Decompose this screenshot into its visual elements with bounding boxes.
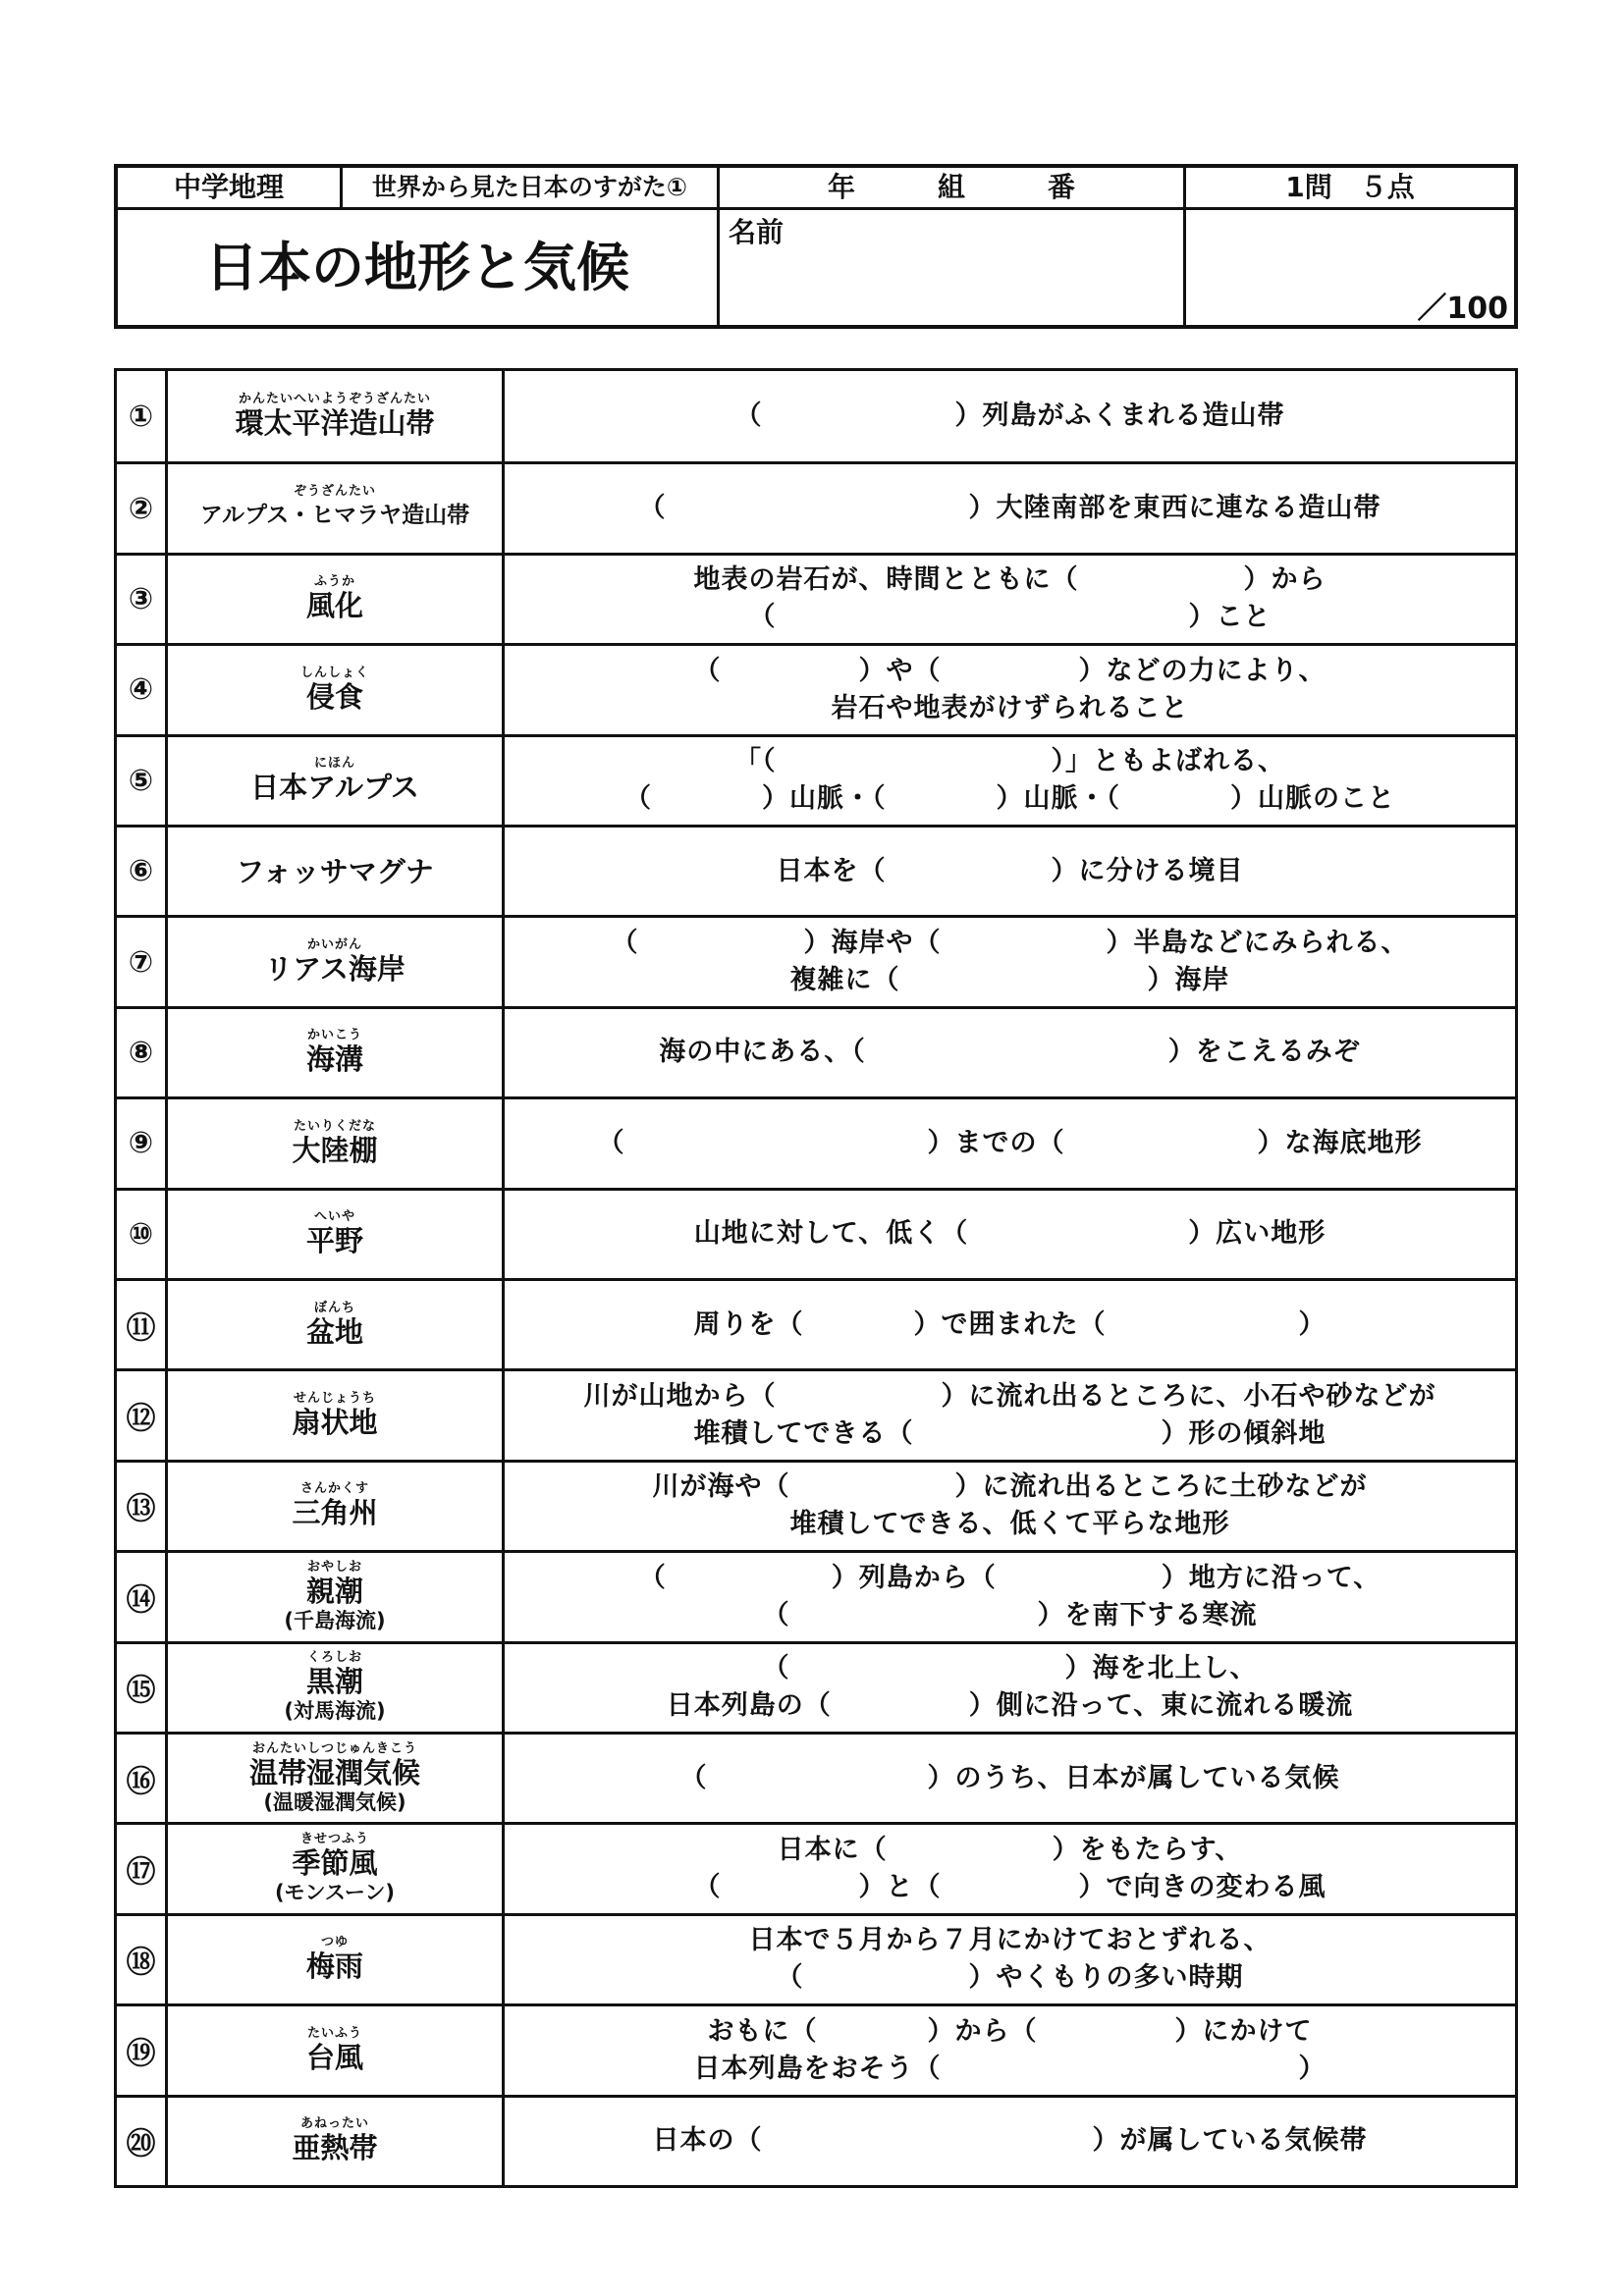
- term-cell: [168, 1553, 505, 1640]
- term-cell: [168, 1825, 505, 1912]
- description-cell[interactable]: [505, 737, 1515, 825]
- term-label: 季節風: [292, 1846, 378, 1881]
- description-line: 日本列島の（ ）側に沿って、東に流れる暖流: [666, 1690, 1354, 1722]
- worksheet-header: [114, 164, 1518, 329]
- question-table: [114, 368, 1518, 2188]
- question-number: ⑨: [117, 1099, 168, 1187]
- question-number: ③: [117, 556, 168, 643]
- term-cell: [168, 1191, 505, 1278]
- term-label: フォッサマグナ: [236, 854, 434, 888]
- term-cell: [168, 2006, 505, 2094]
- description-line: （ ）を南下する寒流: [762, 1599, 1258, 1630]
- description-cell[interactable]: [505, 918, 1515, 1005]
- term-cell: [168, 1099, 505, 1187]
- question-number: ⑧: [117, 1009, 168, 1096]
- description-cell[interactable]: [505, 828, 1515, 915]
- description-cell[interactable]: [505, 1463, 1515, 1550]
- description-line: 日本列島をおそう（ ）: [693, 2053, 1326, 2084]
- description-cell[interactable]: [505, 2006, 1515, 2094]
- term-furigana: つゆ: [320, 1935, 349, 1950]
- description-line: 日本の（ ）が属している気候帯: [652, 2125, 1368, 2157]
- term-label: 盆地: [305, 1314, 363, 1349]
- description-line: （ ）海を北上し、: [762, 1653, 1258, 1684]
- term-furigana: かいがん: [306, 937, 362, 953]
- term-furigana: にほん: [313, 756, 355, 772]
- question-row: [117, 825, 1515, 915]
- question-number: ①: [117, 371, 168, 461]
- term-furigana: せんじょうち: [293, 1391, 376, 1407]
- question-number: ②: [117, 464, 168, 552]
- term-cell: [168, 371, 505, 461]
- question-number: ⑳: [117, 2098, 168, 2185]
- description-cell[interactable]: [505, 2098, 1515, 2185]
- description-cell[interactable]: [505, 464, 1515, 552]
- description-line: 日本で５月から７月にかけておとずれる、: [748, 1925, 1272, 1956]
- question-row: [117, 1278, 1515, 1368]
- term-label: 梅雨: [305, 1949, 363, 1984]
- question-row: [117, 553, 1515, 643]
- description-line: 海の中にある、（ ）をこえるみぞ: [659, 1037, 1361, 1068]
- question-number: ⑦: [117, 918, 168, 1005]
- description-line: 日本に（ ）をもたらす、: [777, 1835, 1243, 1866]
- term-label: 三角州: [292, 1496, 378, 1530]
- question-row: [117, 1460, 1515, 1550]
- term-cell: [168, 1735, 505, 1822]
- description-line: 日本を（ ）に分ける境目: [776, 855, 1244, 886]
- description-line: （ ）やくもりの多い時期: [776, 1962, 1244, 1994]
- question-row: [117, 1188, 1515, 1278]
- term-label: 温帯湿潤気候: [248, 1755, 420, 1789]
- term-label: アルプス・ヒマラヤ造山帯: [199, 503, 470, 529]
- description-line: （ ）と（ ）で向きの変わる風: [693, 1872, 1326, 1903]
- subject-label: 中学地理: [173, 171, 284, 203]
- question-row: [117, 1368, 1515, 1459]
- question-row: [117, 1822, 1515, 1912]
- description-cell[interactable]: [505, 1735, 1515, 1822]
- term-label: 風化: [305, 589, 363, 623]
- question-row: [117, 734, 1515, 825]
- term-cell: [168, 1463, 505, 1550]
- term-furigana: かいこう: [306, 1028, 362, 1043]
- description-line: （ ）のうち、日本が属している気候: [679, 1762, 1340, 1793]
- description-cell[interactable]: [505, 1009, 1515, 1096]
- term-cell: [168, 918, 505, 1005]
- points-label: 1問 ５点: [1285, 171, 1415, 203]
- description-line: 岩石や地表がけずられること: [831, 692, 1189, 723]
- question-row: [117, 1641, 1515, 1732]
- description-cell[interactable]: [505, 1281, 1515, 1368]
- term-cell: [168, 464, 505, 552]
- description-cell[interactable]: [505, 1099, 1515, 1187]
- description-line: 地表の岩石が、時間とともに（ ）から: [693, 564, 1326, 596]
- term-furigana: おやしお: [306, 1559, 362, 1575]
- term-cell: [168, 646, 505, 733]
- question-number: ⑤: [117, 737, 168, 825]
- name-field-label: 名前: [729, 216, 785, 248]
- description-line: （ ）こと: [748, 602, 1272, 633]
- description-line: 川が山地から（ ）に流れ出るところに、小石や砂などが: [583, 1381, 1436, 1413]
- description-line: 複雑に（ ）海岸: [789, 965, 1230, 996]
- term-label: 海溝: [305, 1042, 363, 1077]
- term-furigana: かんたいへいようぞうざんたい: [238, 392, 431, 407]
- description-line: 堆積してできる、低くて平らな地形: [789, 1509, 1230, 1540]
- question-row: [117, 2003, 1515, 2094]
- question-row: [117, 461, 1515, 552]
- term-furigana: くろしお: [306, 1650, 362, 1666]
- class-info-label: 年 組 番: [827, 171, 1075, 203]
- term-cell: [168, 1281, 505, 1368]
- question-row: [117, 371, 1515, 461]
- term-furigana: きせつふう: [299, 1832, 369, 1847]
- term-furigana: へいや: [313, 1209, 355, 1225]
- term-furigana: しんしょく: [299, 665, 369, 680]
- description-line: 川が海や（ ）に流れ出るところに土砂などが: [652, 1471, 1368, 1503]
- question-row: [117, 1732, 1515, 1822]
- description-line: おもに（ ）から（ ）にかけて: [707, 2015, 1313, 2047]
- term-alt-name: (モンスーン): [274, 1881, 396, 1905]
- term-furigana: さんかくす: [299, 1481, 369, 1497]
- question-number: ⑲: [117, 2006, 168, 2094]
- description-line: （ ）大陸南部を東西に連なる造山帯: [638, 493, 1381, 524]
- description-cell[interactable]: [505, 1916, 1515, 2003]
- term-cell: [168, 828, 505, 915]
- description-line: （ ）までの（ ）な海底地形: [597, 1127, 1423, 1158]
- term-cell: [168, 1009, 505, 1096]
- score-max-label: ／100: [1417, 292, 1508, 326]
- description-line: （ ）海岸や（ ）半島などにみられる、: [611, 928, 1409, 959]
- question-number: ⑰: [117, 1825, 168, 1912]
- term-label: リアス海岸: [264, 952, 406, 987]
- term-cell: [168, 2098, 505, 2185]
- description-cell[interactable]: [505, 1644, 1515, 1732]
- question-row: [117, 915, 1515, 1005]
- term-furigana: おんたいしつじゅんきこう: [251, 1740, 417, 1756]
- term-label: 大陸棚: [292, 1133, 378, 1167]
- description-line: 周りを（ ）で囲まれた（ ）: [693, 1308, 1326, 1340]
- term-label: 環太平洋造山帯: [235, 406, 435, 441]
- question-row: [117, 1096, 1515, 1187]
- unit-label: 世界から見た日本のすがた①: [371, 173, 688, 201]
- description-line: （ ）や（ ）などの力により、: [693, 655, 1326, 686]
- term-cell: [168, 1371, 505, 1459]
- question-number: ⑫: [117, 1371, 168, 1459]
- term-label: 親潮: [305, 1574, 363, 1608]
- description-cell[interactable]: [505, 556, 1515, 643]
- question-row: [117, 643, 1515, 733]
- question-number: ⑭: [117, 1553, 168, 1640]
- term-cell: [168, 1916, 505, 2003]
- description-cell[interactable]: [505, 1825, 1515, 1912]
- term-label: 侵食: [305, 679, 363, 714]
- term-furigana: ふうか: [313, 574, 355, 590]
- term-label: 台風: [305, 2040, 363, 2074]
- question-number: ④: [117, 646, 168, 733]
- description-line: （ ）山脈・（ ）山脈・（ ）山脈のこと: [624, 783, 1395, 815]
- page-title: 日本の地形と気候: [205, 237, 629, 298]
- name-field[interactable]: [720, 210, 1183, 326]
- term-alt-name: (温暖湿潤気候): [263, 1789, 406, 1814]
- question-row: [117, 2095, 1515, 2185]
- term-cell: [168, 556, 505, 643]
- term-label: 亜熱帯: [292, 2131, 378, 2165]
- term-furigana: あねったい: [299, 2116, 369, 2132]
- term-furigana: ぞうざんたい: [293, 484, 376, 500]
- question-number: ⑯: [117, 1735, 168, 1822]
- description-line: 山地に対して、低く（ ）広い地形: [693, 1218, 1326, 1250]
- term-label: 平野: [305, 1224, 363, 1258]
- description-line: （ ）列島がふくまれる造山帯: [734, 400, 1285, 432]
- term-label: 日本アルプス: [250, 771, 419, 805]
- term-alt-name: (対馬海流): [284, 1699, 386, 1724]
- question-number: ⑩: [117, 1191, 168, 1278]
- term-alt-name: (千島海流): [284, 1608, 386, 1632]
- term-cell: [168, 737, 505, 825]
- term-cell: [168, 1644, 505, 1732]
- question-number: ⑪: [117, 1281, 168, 1368]
- question-row: [117, 1550, 1515, 1640]
- question-row: [117, 1913, 1515, 2003]
- term-furigana: たいりくだな: [293, 1118, 376, 1134]
- term-label: 扇状地: [292, 1406, 378, 1440]
- term-furigana: ぼんち: [313, 1300, 355, 1315]
- description-cell[interactable]: [505, 1191, 1515, 1278]
- description-cell[interactable]: [505, 1553, 1515, 1640]
- question-number: ⑱: [117, 1916, 168, 2003]
- description-cell[interactable]: [505, 371, 1515, 461]
- description-line: 堆積してできる（ ）形の傾斜地: [693, 1418, 1326, 1450]
- term-furigana: たいふう: [306, 2025, 362, 2041]
- question-row: [117, 1006, 1515, 1096]
- description-cell[interactable]: [505, 646, 1515, 733]
- question-number: ⑬: [117, 1463, 168, 1550]
- description-line: 「（ ）」ともよばれる、: [734, 746, 1285, 777]
- term-label: 黒潮: [305, 1665, 363, 1699]
- question-number: ⑥: [117, 828, 168, 915]
- question-number: ⑮: [117, 1644, 168, 1732]
- description-line: （ ）列島から（ ）地方に沿って、: [638, 1562, 1381, 1593]
- description-cell[interactable]: [505, 1371, 1515, 1459]
